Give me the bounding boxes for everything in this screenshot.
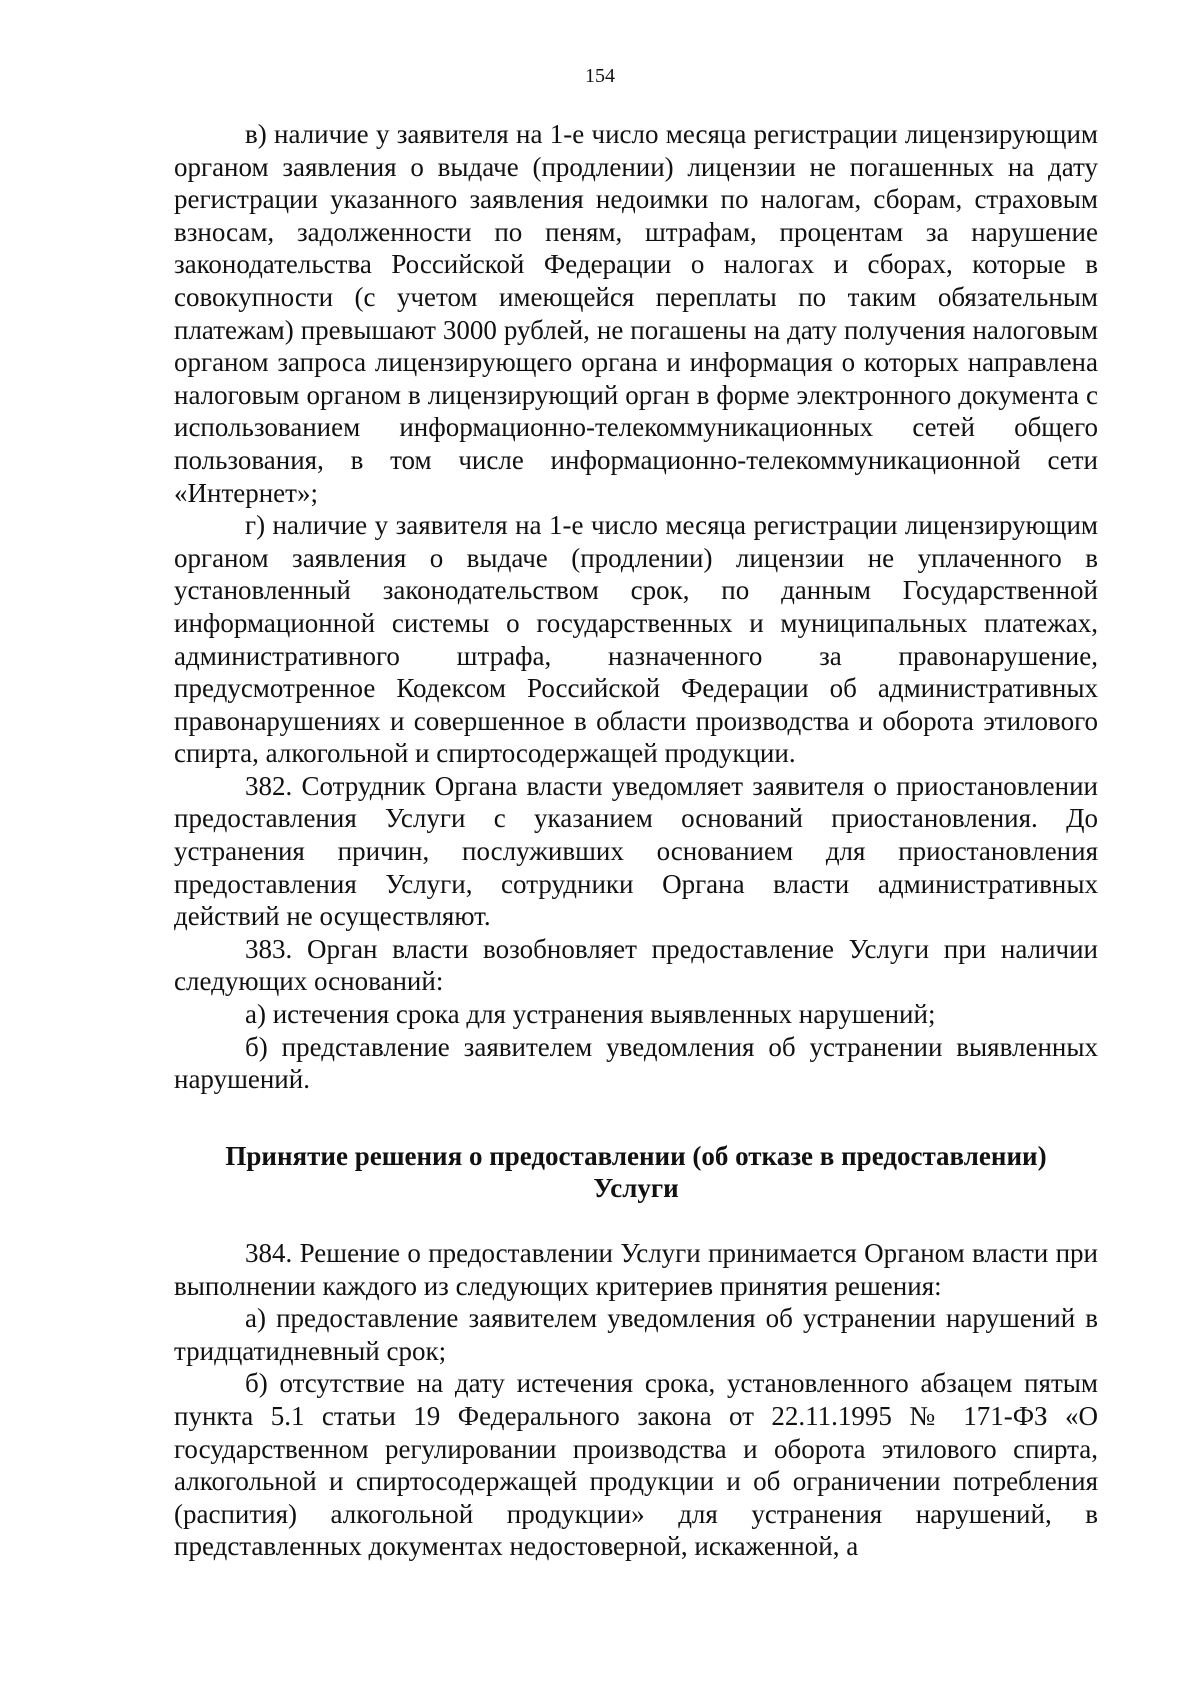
- document-body: [174, 118, 1098, 1563]
- paragraph-383-b: б) представление заявителем уведомления об устранении выявленных нарушений.: [174, 1031, 1098, 1095]
- section-heading-line-1: Принятие решения о предоставлении (об отказе в предоставлении): [225, 1140, 1047, 1171]
- paragraph-384-b: б) отсутствие на дату истечения срока, установленного абзацем пятым пункта 5.1 статьи 19 Федерального закона от 22.11.1995 № 171-ФЗ «О государственном регулировании производства и оборота этилового спирта, алкогольной и спиртосодержащей продукции и об ограничении потребления (распития) алкогольной продукции» для устранения нарушений, в представленных документах недостоверной, искаженной, а: [174, 1368, 1098, 1562]
- paragraph-382: 382. Сотрудник Органа власти уведомляет заявителя о приостановлении предоставления Услуги с указанием оснований приостановления. До устранения причин, послуживших основанием для приостановления предоставления Услуги, сотрудники Органа власти административных действий не осуществляют.: [174, 770, 1098, 932]
- section-heading-line-2: Услуги: [593, 1173, 679, 1204]
- paragraph-383-a: а) истечения срока для устранения выявленных нарушений;: [245, 999, 936, 1030]
- paragraph-384-a: а) предоставление заявителем уведомления об устранении нарушений в тридцатидневный срок;: [174, 1303, 1098, 1366]
- paragraph-384: 384. Решение о предоставлении Услуги принимается Органом власти при выполнении каждого из следующих критериев принятия решения:: [174, 1238, 1098, 1301]
- section-heading: [174, 1140, 1098, 1205]
- page-number: 154: [585, 65, 615, 87]
- paragraph-g: г) наличие у заявителя на 1-е число месяца регистрации лицензирующим органом заявления о выдаче (продлении) лицензии не уплаченного в установленный законодательством срок, по данным Государственной информационной системы о государственных и муниципальных платежах, административного штрафа, назначенного за правонарушение, предусмотренное Кодексом Российской Федерации об административных правонарушениях и совершенное в области производства и оборота этилового спирта, алкогольной и спиртосодержащей продукции.: [174, 510, 1098, 769]
- paragraph-383: 383. Орган власти возобновляет предоставление Услуги при наличии следующих оснований:: [174, 933, 1098, 997]
- paragraph-v: в) наличие у заявителя на 1-е число месяца регистрации лицензирующим органом заявления о выдаче (продлении) лицензии не погашенных на дату регистрации указанного заявления недоимки по налогам, сборам, страховым взносам, задолженности по пеням, штрафам, процентам за нарушение законодательства Российской Федерации о налогах и сборах, которые в совокупности (с учетом имеющейся переплаты по таким обязательным платежам) превышают 3000 рублей, не погашены на дату получения налоговым органом запроса лицензирующего органа и информация о которых направлена налоговым органом в лицензирующий орган в форме электронного документа с использованием информационно-телекоммуникационных сетей общего пользования, в том числе информационно-телекоммуникационной сети «Интернет»;: [174, 119, 1098, 508]
